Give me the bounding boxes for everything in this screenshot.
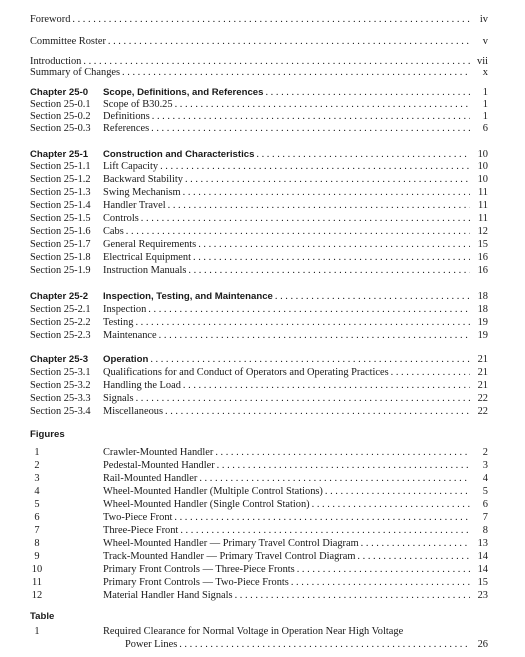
toc-page-number: 10 <box>477 174 488 185</box>
toc-section[interactable] <box>0 238 525 252</box>
figure-number: 11 <box>31 577 42 588</box>
toc-page-number: 14 <box>477 564 488 575</box>
figure-number: 4 <box>34 486 40 497</box>
toc-page-number: 18 <box>477 291 488 302</box>
section-label: Section 25-1.3 <box>30 187 91 198</box>
toc-section[interactable] <box>0 251 525 265</box>
toc-figure[interactable] <box>0 511 525 525</box>
toc-page-number: 11 <box>477 200 488 211</box>
toc-section[interactable] <box>0 173 525 187</box>
toc-figure[interactable] <box>0 550 525 564</box>
section-title: Miscellaneous <box>103 406 164 417</box>
toc-page-number: 18 <box>477 304 488 315</box>
section-title: Electrical Equipment <box>103 252 191 263</box>
toc-entry-title: Summary of Changes <box>30 67 121 78</box>
toc-page-number: 12 <box>477 226 488 237</box>
toc-figure[interactable] <box>0 485 525 499</box>
toc-section[interactable] <box>0 122 525 136</box>
toc-page-number: 6 <box>482 123 488 134</box>
figure-number: 6 <box>34 512 40 523</box>
toc-page-number: 14 <box>477 551 488 562</box>
toc-figure[interactable] <box>0 524 525 538</box>
toc-section[interactable] <box>0 160 525 174</box>
chapter-label: Chapter 25-1 <box>30 149 89 160</box>
section-title: Handling the Load <box>103 380 181 391</box>
section-title: Backward Stability <box>103 174 183 185</box>
figure-number: 2 <box>34 460 40 471</box>
toc-figure[interactable] <box>0 576 525 590</box>
toc-page-number: 16 <box>477 252 488 263</box>
section-label: Section 25-2.3 <box>30 330 91 341</box>
table-title-line1: Required Clearance for Normal Voltage in Operation Near High Voltage <box>103 626 404 637</box>
figure-number: 1 <box>34 447 40 458</box>
toc-table[interactable] <box>0 625 525 639</box>
toc-page-number: 21 <box>477 354 488 365</box>
section-title: Lift Capacity <box>103 161 159 172</box>
toc-page-number: v <box>482 36 488 47</box>
toc-section[interactable] <box>0 366 525 380</box>
toc-section[interactable] <box>0 199 525 213</box>
section-label: Section 25-1.8 <box>30 252 91 263</box>
toc-page-number: 26 <box>477 639 488 650</box>
figure-title: Wheel-Mounted Handler (Single Control Station) <box>103 499 310 510</box>
figure-title: Two-Piece Front <box>103 512 173 523</box>
table-title-line2: Power Lines <box>125 639 178 650</box>
table-heading: Table <box>30 611 55 622</box>
section-label: Section 25-0.3 <box>30 123 91 134</box>
toc-entry-foreword[interactable] <box>0 13 525 27</box>
toc-figure[interactable] <box>0 563 525 577</box>
toc-page-number: iv <box>479 14 488 25</box>
section-title: Signals <box>103 393 134 404</box>
figure-title: Wheel-Mounted Handler (Multiple Control Stations) <box>103 486 323 497</box>
toc-page-number: 4 <box>482 473 488 484</box>
section-label: Section 25-1.1 <box>30 161 91 172</box>
section-title: Definitions <box>103 111 150 122</box>
toc-figure[interactable] <box>0 459 525 473</box>
section-label: Section 25-1.2 <box>30 174 91 185</box>
chapter-label: Chapter 25-2 <box>30 291 89 302</box>
figure-number: 5 <box>34 499 40 510</box>
figure-number: 12 <box>31 590 43 601</box>
toc-section[interactable] <box>0 405 525 419</box>
toc-figure[interactable] <box>0 472 525 486</box>
toc-page-number: 23 <box>477 590 488 601</box>
figure-title: Track-Mounted Handler — Primary Travel Control Diagram <box>103 551 356 562</box>
chapter-title: Scope, Definitions, and References <box>103 87 264 98</box>
figure-title: Primary Front Controls — Three-Piece Fronts <box>103 564 295 575</box>
figure-title: Primary Front Controls — Two-Piece Fronts <box>103 577 289 588</box>
figure-title: Wheel-Mounted Handler — Primary Travel Control Diagram <box>103 538 359 549</box>
toc-page-number: 13 <box>477 538 488 549</box>
toc-table-continued <box>0 638 525 652</box>
figure-number: 10 <box>31 564 43 575</box>
toc-page-number: 21 <box>477 367 488 378</box>
figure-title: Crawler-Mounted Handler <box>103 447 214 458</box>
section-label: Section 25-1.4 <box>30 200 91 211</box>
toc-entry-title: Committee Roster <box>30 36 106 47</box>
toc-page-number: 11 <box>477 213 488 224</box>
toc-page-number: 5 <box>482 486 488 497</box>
toc-page-number: 15 <box>477 577 488 588</box>
section-title: Qualifications for and Conduct of Operators and Operating Practices <box>103 367 389 378</box>
toc-page-number: vii <box>477 56 488 67</box>
section-title: General Requirements <box>103 239 197 250</box>
toc-page-number: 7 <box>482 512 488 523</box>
section-label: Section 25-3.3 <box>30 393 91 404</box>
chapter-label: Chapter 25-3 <box>30 354 89 365</box>
section-label: Section 25-0.1 <box>30 99 91 110</box>
toc-page-number: 19 <box>477 330 488 341</box>
figure-title: Pedestal-Mounted Handler <box>103 460 215 471</box>
toc-section[interactable] <box>0 379 525 393</box>
table-number: 1 <box>34 626 40 637</box>
toc-section[interactable] <box>0 303 525 317</box>
toc-section[interactable] <box>0 212 525 226</box>
toc-page-number: 16 <box>477 265 488 276</box>
section-title: Instruction Manuals <box>103 265 187 276</box>
toc-entry-title: Foreword <box>30 14 71 25</box>
toc-page-number: 3 <box>482 460 488 471</box>
toc-page-number: 22 <box>477 393 488 404</box>
toc-section[interactable] <box>0 392 525 406</box>
figure-title: Material Handler Hand Signals <box>103 590 233 601</box>
toc-entry-summary-of-changes[interactable] <box>0 66 525 80</box>
section-title: Controls <box>103 213 139 224</box>
toc-entry-committee-roster[interactable] <box>0 35 525 49</box>
toc-figure[interactable] <box>0 498 525 512</box>
toc-entry-title: Introduction <box>30 56 82 67</box>
figure-title: Three-Piece Front <box>103 525 179 536</box>
toc-page-number: 11 <box>477 187 488 198</box>
section-title: Inspection <box>103 304 147 315</box>
toc-figure[interactable] <box>0 589 525 603</box>
toc-page-number: 1 <box>482 111 488 122</box>
toc-figure[interactable] <box>0 446 525 460</box>
section-title: Scope of B30.25 <box>103 99 173 110</box>
toc-page-number: 15 <box>477 239 488 250</box>
section-label: Section 25-1.5 <box>30 213 91 224</box>
section-label: Section 25-2.2 <box>30 317 91 328</box>
toc-chapter-25-3[interactable] <box>0 353 525 367</box>
toc-page-number: 8 <box>482 525 488 536</box>
toc-page-number: 22 <box>477 406 488 417</box>
section-label: Section 25-3.4 <box>30 406 91 417</box>
toc-page-number: 2 <box>482 447 488 458</box>
figure-number: 9 <box>34 551 40 562</box>
section-title: Swing Mechanism <box>103 187 181 198</box>
toc-page-number: 10 <box>477 149 488 160</box>
toc-page-number: 1 <box>482 87 488 98</box>
toc-section[interactable] <box>0 264 525 278</box>
toc-page-number: 19 <box>477 317 488 328</box>
section-label: Section 25-1.9 <box>30 265 91 276</box>
section-label: Section 25-1.6 <box>30 226 91 237</box>
section-label: Section 25-3.2 <box>30 380 91 391</box>
section-title: References <box>103 123 150 134</box>
toc-page-number: 6 <box>482 499 488 510</box>
section-label: Section 25-3.1 <box>30 367 91 378</box>
toc-page-number: 1 <box>482 99 488 110</box>
toc-section[interactable] <box>0 225 525 239</box>
figure-number: 3 <box>34 473 40 484</box>
section-title: Maintenance <box>103 330 157 341</box>
section-title: Testing <box>103 317 134 328</box>
figures-heading: Figures <box>30 429 65 440</box>
toc-section[interactable] <box>0 186 525 200</box>
figure-number: 7 <box>34 525 40 536</box>
toc-section[interactable] <box>0 329 525 343</box>
chapter-label: Chapter 25-0 <box>30 87 89 98</box>
toc-chapter-25-2[interactable] <box>0 290 525 304</box>
chapter-title: Operation <box>103 354 149 365</box>
chapter-title: Construction and Characteristics <box>103 149 255 160</box>
chapter-title: Inspection, Testing, and Maintenance <box>103 291 273 302</box>
section-title: Handler Travel <box>103 200 166 211</box>
toc-page-number: 21 <box>477 380 488 391</box>
figure-number: 8 <box>34 538 40 549</box>
section-label: Section 25-1.7 <box>30 239 91 250</box>
toc-section[interactable] <box>0 316 525 330</box>
toc-page-number: 10 <box>477 161 488 172</box>
section-label: Section 25-2.1 <box>30 304 91 315</box>
toc-page-number: x <box>482 67 488 78</box>
section-label: Section 25-0.2 <box>30 111 91 122</box>
section-title: Cabs <box>103 226 124 237</box>
figure-title: Rail-Mounted Handler <box>103 473 198 484</box>
toc-figure[interactable] <box>0 537 525 551</box>
